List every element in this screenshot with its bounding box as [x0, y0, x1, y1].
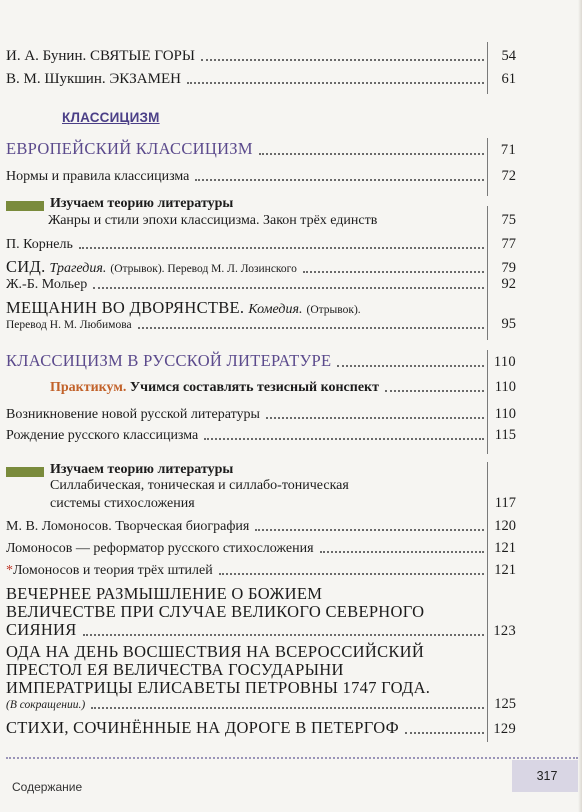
- entry-title: Возникновение новой русской литературы: [6, 407, 260, 422]
- leader-dots: [405, 731, 484, 734]
- toc-entry-stikhi[interactable]: [6, 718, 516, 738]
- leader-dots: [195, 178, 484, 181]
- entry-title: системы стихосложения: [50, 496, 195, 511]
- toc-entry-new-literature[interactable]: [6, 406, 516, 423]
- page-number: 129: [493, 721, 516, 737]
- page-number: 120: [494, 518, 516, 534]
- toc-entry-birth[interactable]: [6, 427, 516, 444]
- entry-title: СИЯНИЯ: [6, 620, 77, 639]
- page-number-box: [512, 760, 582, 792]
- entry-title: Учимся составлять тезисный конспект: [129, 380, 379, 395]
- toc-entry-meshchanin[interactable]: [6, 316, 516, 333]
- entry-title: Жанры и стили эпохи классицизма. Закон трёх единств: [48, 213, 378, 228]
- theory-heading: Изучаем теорию литературы: [50, 462, 234, 477]
- leader-dots: [138, 326, 484, 329]
- star-icon: *: [6, 563, 13, 578]
- entry-title: ЕВРОПЕЙСКИЙ КЛАССИЦИЗМ: [6, 139, 253, 158]
- page-number: 92: [501, 276, 516, 292]
- toc-entry-oda[interactable]: [6, 696, 516, 713]
- entry-title: В. М. Шукшин. ЭКЗАМЕН: [6, 71, 181, 87]
- footer-divider: [6, 757, 578, 761]
- page-number: 115: [494, 427, 516, 443]
- entry-title: КЛАССИЦИЗМ В РУССКОЙ ЛИТЕРАТУРЕ: [6, 351, 332, 370]
- entry-title: СТИХИ, СОЧИНЁННЫЕ НА ДОРОГЕ В ПЕТЕРГОФ: [6, 718, 399, 737]
- page-number: 54: [501, 48, 516, 64]
- page-number: 95: [501, 316, 516, 332]
- toc-entry-european-classicism[interactable]: [6, 139, 516, 159]
- leader-dots: [337, 364, 484, 367]
- entry-note: (В сокращении.): [6, 699, 86, 711]
- leader-dots: [91, 706, 484, 709]
- footer-label: Содержание: [12, 780, 83, 794]
- toc-entry-vechernee[interactable]: [6, 620, 516, 640]
- entry-title: М. В. Ломоносов. Творческая биография: [6, 519, 250, 534]
- toc-entry-meshchanin-title[interactable]: [6, 298, 361, 318]
- leader-dots: [201, 58, 484, 61]
- entry-note: (Отрывок).: [306, 304, 361, 316]
- page-number: 71: [500, 142, 516, 158]
- entry-translator: Перевод Н. М. Любимова: [6, 319, 132, 331]
- toc-entry-lomonosov-bio[interactable]: [6, 518, 516, 535]
- entry-title-line: ВЕЛИЧЕСТВЕ ПРИ СЛУЧАЕ ВЕЛИКОГО СЕВЕРНОГО: [6, 602, 425, 621]
- entry-title-line: ОДА НА ДЕНЬ ВОСШЕСТВИЯ НА ВСЕРОССИЙСКИЙ: [6, 642, 425, 661]
- leader-dots: [266, 416, 484, 419]
- entry-genre: Трагедия.: [49, 261, 107, 276]
- leader-dots: [385, 389, 484, 392]
- page-number: 121: [494, 562, 516, 578]
- theory-marker-bar: [6, 201, 44, 211]
- page-number: 75: [501, 212, 516, 228]
- theory-marker-bar: [6, 467, 44, 477]
- page-number: 77: [501, 236, 516, 252]
- leader-dots: [320, 550, 484, 553]
- leader-dots: [259, 152, 484, 155]
- entry-title: СИД.: [6, 257, 46, 276]
- toc-entry-bunin[interactable]: [6, 48, 516, 65]
- page-number: 110: [494, 379, 516, 395]
- page-number: 61: [501, 71, 516, 87]
- page-number: 117: [494, 495, 516, 511]
- entry-title: И. А. Бунин. СВЯТЫЕ ГОРЫ: [6, 48, 195, 64]
- entry-title: П. Корнель: [6, 237, 73, 252]
- entry-title-line: Силлабическая, тоническая и силлабо-тоническая: [50, 478, 349, 493]
- page-number: 79: [501, 260, 516, 276]
- page-edge: [578, 0, 582, 812]
- toc-entry-russian-classicism[interactable]: [6, 351, 516, 371]
- footer-page-number: 317: [536, 769, 558, 783]
- entry-title-line: ИМПЕРАТРИЦЫ ЕЛИСАВЕТЫ ПЕТРОВНЫ 1747 ГОДА.: [6, 678, 431, 697]
- toc-entry-genres[interactable]: [48, 212, 516, 229]
- entry-title: Рождение русского классицизма: [6, 428, 199, 443]
- page-number: 110: [493, 354, 516, 370]
- page-number: 110: [494, 406, 516, 422]
- toc-entry-lomonosov-styles[interactable]: [6, 562, 516, 579]
- leader-dots: [204, 437, 484, 440]
- entry-title-line: ВЕЧЕРНЕЕ РАЗМЫШЛЕНИЕ О БОЖИЕМ: [6, 584, 323, 603]
- page-number: 72: [501, 168, 516, 184]
- toc-entry-norms[interactable]: [6, 168, 516, 185]
- toc-entry-corneille[interactable]: [6, 236, 516, 253]
- page-number: 125: [494, 696, 516, 712]
- entry-title: Ломоносов — реформатор русского стихосложения: [6, 541, 314, 556]
- toc-entry-shukshin[interactable]: [6, 71, 516, 88]
- section-heading: КЛАССИЦИЗМ: [62, 110, 160, 125]
- entry-title-line: ПРЕСТОЛ ЕЯ ВЕЛИЧЕСТВА ГОСУДАРЫНИ: [6, 660, 344, 679]
- toc-entry-cid[interactable]: [6, 257, 516, 277]
- entry-note: (Отрывок). Перевод М. Л. Лозинского: [110, 263, 297, 275]
- practicum-label: Практикум.: [50, 380, 127, 395]
- toc-entry-practicum[interactable]: [50, 379, 516, 396]
- leader-dots: [187, 81, 484, 84]
- leader-dots: [93, 286, 484, 289]
- entry-title: Нормы и правила классицизма: [6, 169, 190, 184]
- toc-entry-moliere[interactable]: [6, 276, 516, 293]
- leader-dots: [303, 270, 484, 273]
- entry-genre: Комедия.: [248, 302, 303, 317]
- page-number: 123: [493, 623, 516, 639]
- entry-title: Ломоносов и теория трёх штилей: [13, 563, 213, 578]
- theory-heading: Изучаем теорию литературы: [50, 196, 234, 211]
- entry-title: Ж.-Б. Мольер: [6, 277, 88, 292]
- leader-dots: [83, 633, 484, 636]
- leader-dots: [219, 572, 484, 575]
- entry-title: МЕЩАНИН ВО ДВОРЯНСТВЕ.: [6, 298, 245, 317]
- leader-dots: [79, 246, 484, 249]
- page-number: 121: [494, 540, 516, 556]
- leader-dots: [255, 528, 484, 531]
- toc-entry-versification[interactable]: [50, 495, 516, 512]
- toc-entry-lomonosov-reform[interactable]: [6, 540, 516, 557]
